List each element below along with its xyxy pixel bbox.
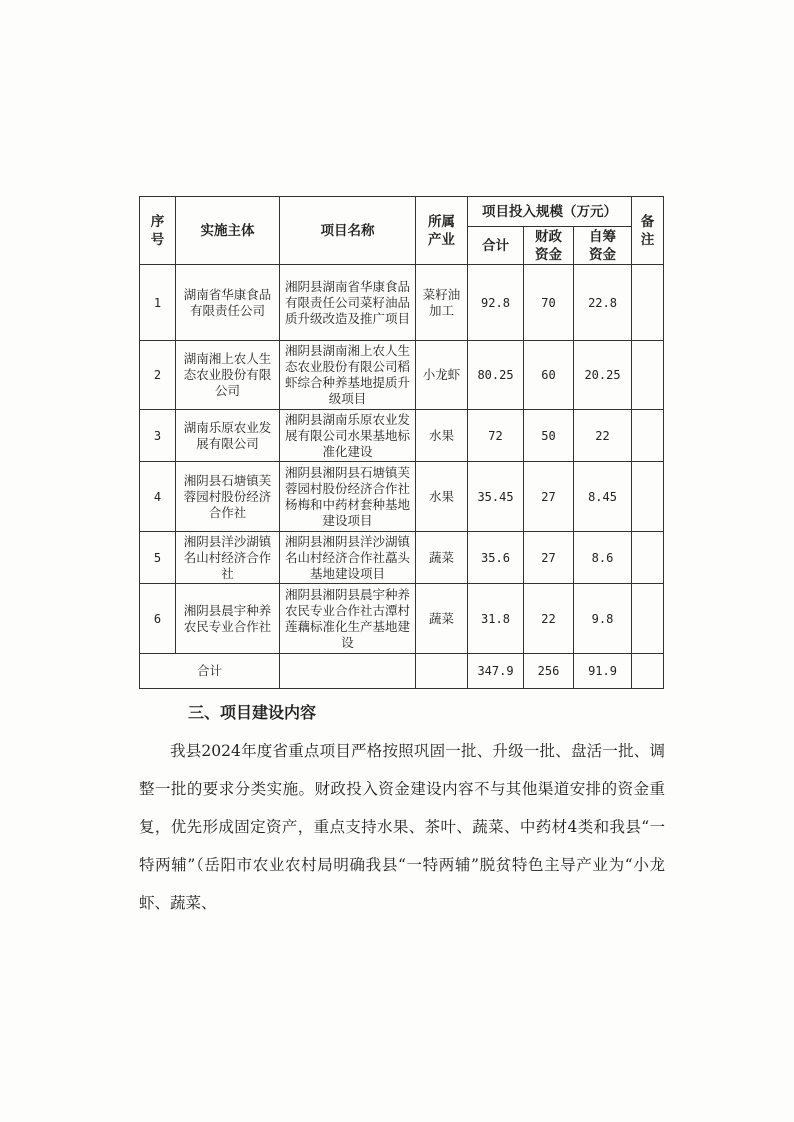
header-self: 自筹资金 xyxy=(574,227,632,265)
table-row xyxy=(140,532,664,584)
cell-remark xyxy=(632,410,664,462)
cell-seq: 1 xyxy=(140,265,176,341)
cell-seq: 6 xyxy=(140,584,176,654)
cell-remark xyxy=(632,532,664,584)
cell-self: 22 xyxy=(574,410,632,462)
cell-project: 湘阴县湖南湘上农人生态农业股份有限公司稻虾综合种养基地提质升级项目 xyxy=(280,341,416,410)
cell-total: 35.45 xyxy=(468,462,524,532)
summary-self: 91.9 xyxy=(574,654,632,689)
header-remark: 备注 xyxy=(632,197,664,265)
cell-fiscal: 50 xyxy=(524,410,574,462)
cell-seq: 2 xyxy=(140,341,176,410)
cell-entity: 湘阴县洋沙湖镇名山村经济合作社 xyxy=(176,532,280,584)
cell-remark xyxy=(632,265,664,341)
project-investment-table xyxy=(139,196,664,689)
cell-self: 20.25 xyxy=(574,341,632,410)
summary-empty-project xyxy=(280,654,416,689)
cell-self: 9.8 xyxy=(574,584,632,654)
header-fiscal: 财政资金 xyxy=(524,227,574,265)
header-seq: 序号 xyxy=(140,197,176,265)
cell-project: 湘阴县湘阴县晨宇种养农民专业合作社古潭村莲藕标准化生产基地建设 xyxy=(280,584,416,654)
table-row xyxy=(140,410,664,462)
cell-project: 湘阴县湖南省华康食品有限责任公司菜籽油品质升级改造及推广项目 xyxy=(280,265,416,341)
cell-fiscal: 27 xyxy=(524,532,574,584)
cell-entity: 湖南省华康食品有限责任公司 xyxy=(176,265,280,341)
cell-remark xyxy=(632,584,664,654)
cell-entity: 湘阴县晨宇种养农民专业合作社 xyxy=(176,584,280,654)
cell-total: 72 xyxy=(468,410,524,462)
cell-self: 8.6 xyxy=(574,532,632,584)
cell-total: 35.6 xyxy=(468,532,524,584)
cell-industry: 菜籽油加工 xyxy=(416,265,468,341)
cell-seq: 4 xyxy=(140,462,176,532)
cell-remark xyxy=(632,462,664,532)
cell-total: 92.8 xyxy=(468,265,524,341)
summary-fiscal: 256 xyxy=(524,654,574,689)
cell-project: 湘阴县湘阴县洋沙湖镇名山村经济合作社藠头基地建设项目 xyxy=(280,532,416,584)
header-total: 合计 xyxy=(468,227,524,265)
summary-remark xyxy=(632,654,664,689)
cell-project: 湘阴县湖南乐原农业发展有限公司水果基地标准化建设 xyxy=(280,410,416,462)
cell-entity: 湘阴县石塘镇芙蓉园村股份经济合作社 xyxy=(176,462,280,532)
cell-seq: 3 xyxy=(140,410,176,462)
cell-remark xyxy=(632,341,664,410)
body-paragraph: 我县2024年度省重点项目严格按照巩固一批、升级一批、盘活一批、调整一批的要求分类实施。财政投入资金建设内容不与其他渠道安排的资金重复，优先形成固定资产，重点支持水果、茶叶、蔬菜、中药材4类和我县“一特两辅”（岳阳市农业农村局明确我县“一特两辅”脱贫特色主导产业为“小龙虾、蔬菜、 xyxy=(139,742,665,912)
header-project: 项目名称 xyxy=(280,197,416,265)
table-row xyxy=(140,265,664,341)
cell-entity: 湖南乐原农业发展有限公司 xyxy=(176,410,280,462)
cell-fiscal: 22 xyxy=(524,584,574,654)
cell-entity: 湖南湘上农人生态农业股份有限公司 xyxy=(176,341,280,410)
summary-label: 合计 xyxy=(140,654,280,689)
cell-industry: 小龙虾 xyxy=(416,341,468,410)
table-row xyxy=(140,462,664,532)
header-industry: 所属产业 xyxy=(416,197,468,265)
section-heading: 三、项目建设内容 xyxy=(188,703,317,722)
cell-industry: 蔬菜 xyxy=(416,532,468,584)
cell-total: 80.25 xyxy=(468,341,524,410)
summary-empty-industry xyxy=(416,654,468,689)
cell-fiscal: 27 xyxy=(524,462,574,532)
table-row xyxy=(140,341,664,410)
cell-self: 22.8 xyxy=(574,265,632,341)
header-investment: 项目投入规模（万元） xyxy=(468,197,632,227)
table-summary-row xyxy=(140,654,664,689)
cell-fiscal: 60 xyxy=(524,341,574,410)
cell-total: 31.8 xyxy=(468,584,524,654)
cell-industry: 水果 xyxy=(416,410,468,462)
table-row xyxy=(140,584,664,654)
header-entity: 实施主体 xyxy=(176,197,280,265)
cell-self: 8.45 xyxy=(574,462,632,532)
cell-seq: 5 xyxy=(140,532,176,584)
cell-project: 湘阴县湘阴县石塘镇芙蓉园村股份经济合作社杨梅和中药材套种基地建设项目 xyxy=(280,462,416,532)
cell-fiscal: 70 xyxy=(524,265,574,341)
summary-total: 347.9 xyxy=(468,654,524,689)
cell-industry: 水果 xyxy=(416,462,468,532)
table-header-row xyxy=(140,197,664,227)
cell-industry: 蔬菜 xyxy=(416,584,468,654)
